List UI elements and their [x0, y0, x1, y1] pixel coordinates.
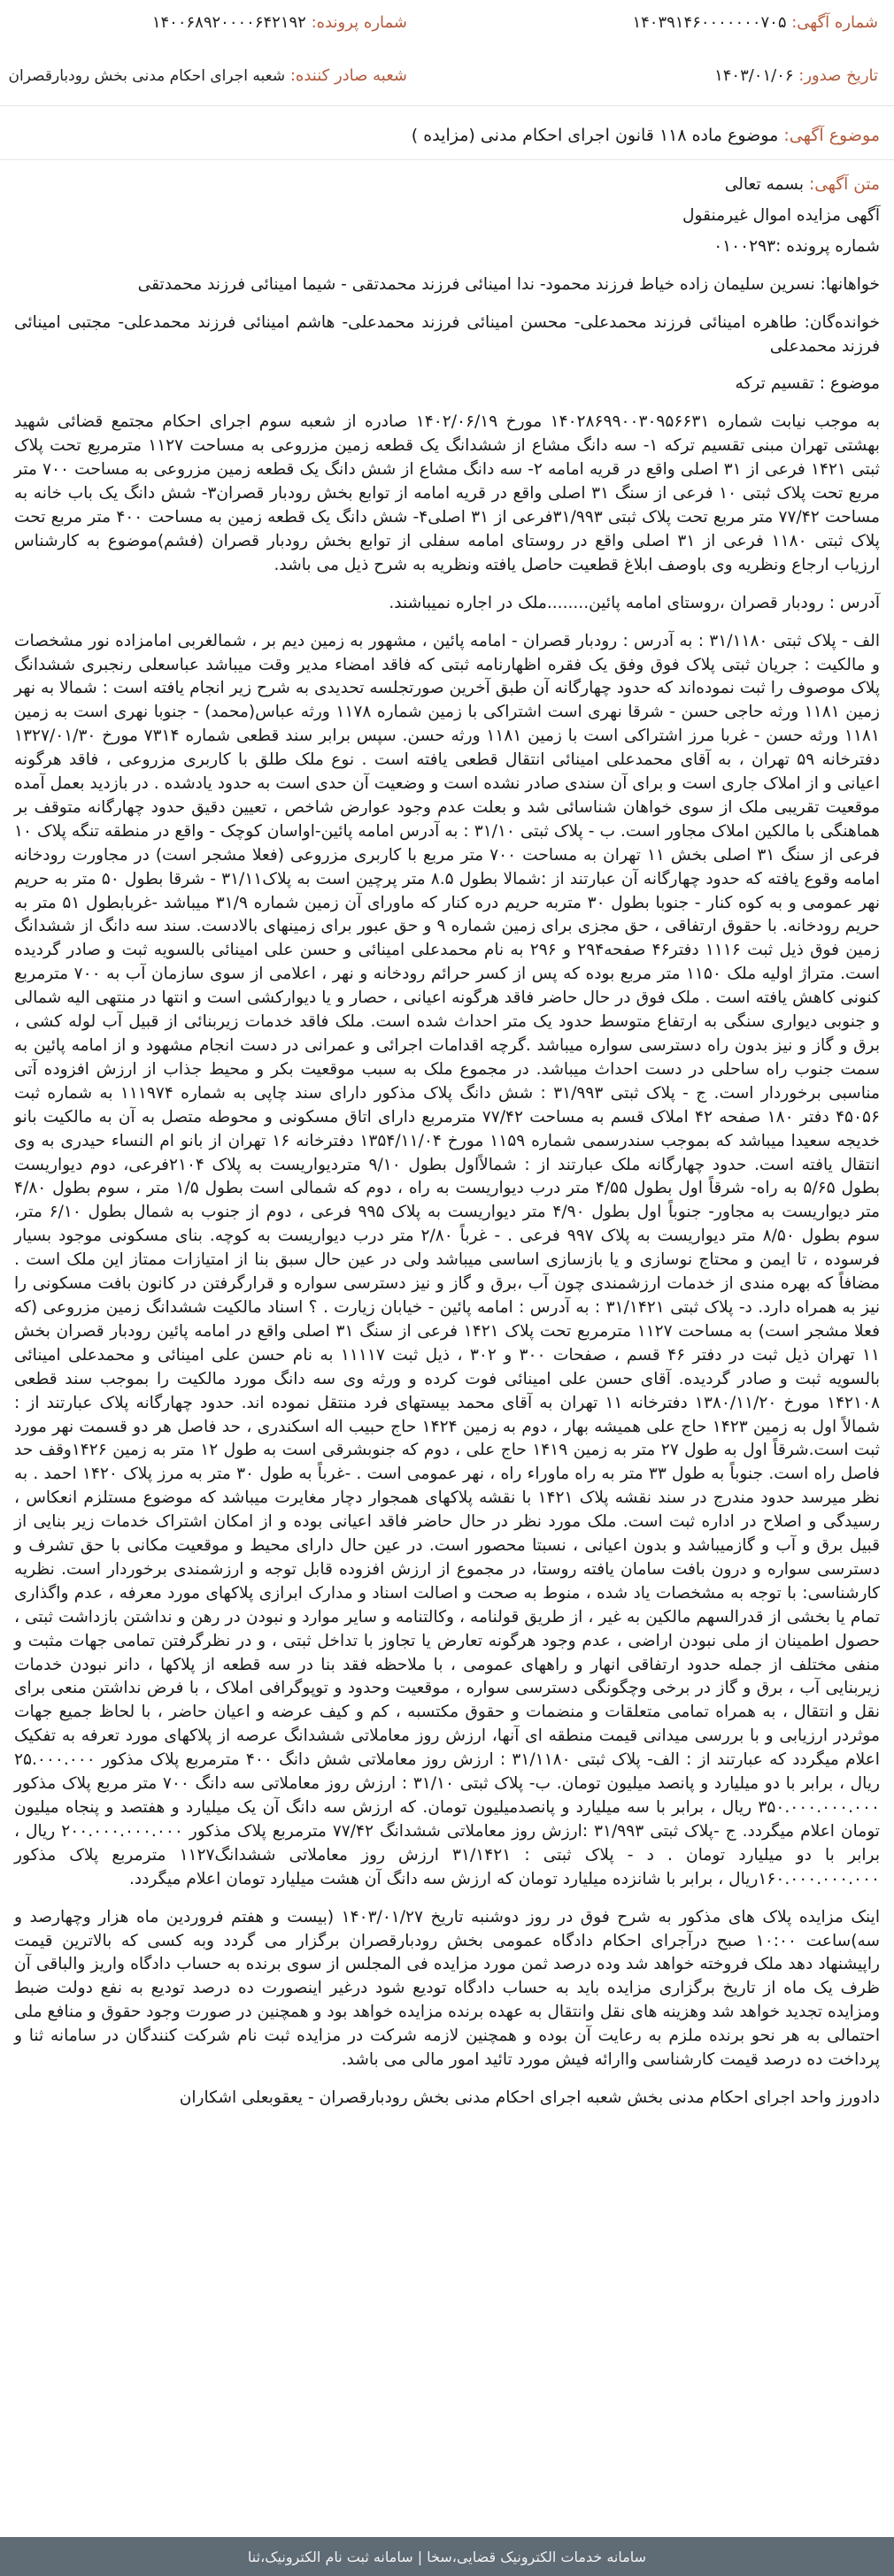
paragraph-referral: به موجب نیابت شماره ۱۴۰۲۸۶۹۹۰۰۳۰۹۵۶۶۳۱ مورخ ۱۴۰۲/۰۶/۱۹ صادره از شعبه سوم اجرای احکام مجتمع قضائی شهید بهشتی تهران مبنی تقسیم ترکه ۱- سه دانگ مشاع از ششدانگ یک قطعه زمین مزروعی به مساحت ۱۱۲۷ مترمربع تحت پلاک ثبتی ۱۴۲۱ فرعی از ۳۱ اصلی واقع در قریه امامه ۲- سه دانگ مشاع از شش دانگ یک قطعه زمین مزروعی به مساحت ۷۰۰ متر مربع تحت پلاک ثبتی ۱۰ فرعی از سنگ ۳۱ اصلی واقع در قریه امامه از توابع بخش رودبار قصران۳- شش دانگ یک باب خانه به مساحت ۷۷/۴۲ متر مربع تحت پلاک ثبتی ۳۱/۹۹۳فرعی از ۳۱ اصلی۴- شش دانگ یک قطعه زمین به مساحت ۴۰۰ متر مربع تحت پلاک ثبتی ۱۱۸۰ فرعی از ۳۱ اصلی واقع در روستای امامه سفلی از توابع بخش رودبار قصران (فشم)موضوع به کارشناس ارزیاب ارجاع ونظریه وی باوصف ابلاغ قطعیت حاصل یافته ونظریه به شرح ذیل می باشد. — [14, 412, 881, 574]
notice-title: آگهی مزایده اموال غیرمنقول — [682, 205, 880, 225]
notice-subject — [14, 126, 880, 145]
subject-label: موضوع آگهی: — [783, 126, 880, 145]
notice-meta-header — [0, 0, 894, 106]
ad-number-row — [632, 12, 878, 34]
text-label: متن آگهی: — [809, 175, 880, 194]
issue-date-row — [714, 65, 878, 87]
notice-body — [14, 173, 880, 2125]
ad-number-value: ۱۴۰۳۹۱۴۶۰۰۰۰۰۰۰۷۰۵ — [632, 13, 787, 32]
paragraph-appraisal: الف - پلاک ثبتی ۳۱/۱۱۸۰ : به آدرس : رودبار قصران - امامه پائین ، مشهور به زمین دیم بر ، شمالغربی امامزاده نور مشخصات و مالکیت : جریان ثبتی پلاک فوق وفق یک فقره اظهارنامه ثبتی که فاقد امضاء مدیر وقت میباشد عباسعلی رنجبری ششدانگ پلاک موصوف را ثبت نموده‌اند که حدود چهارگانه آن طبق آخرین صورتجلسه تحدیدی به شرح زیر انجام یافته است : شمالا به نهر زمین ۱۱۸۱ ورثه حاجی حسن - شرقا نهری است اشتراکی با زمین شماره ۱۱۷۸ ورثه عباس(محمد) - جنوبا نهری است به زمین ۱۱۸۱ ورثه حسن - غربا مرز اشتراکی است با زمین ۱۱۸۱ ورثه حسن. سپس برابر سند قطعی شماره ۷۳۱۴ مورخ ۱۳۲۷/۰۱/۳۰ دفترخانه ۵۹ تهران ، به آقای محمدعلی امینائی انتقال قطعی یافته است . نوع ملک طلق با کاربری مزروعی ، فاقد هرگونه اعیانی و از املاک جاری است و برای آن سندی صادر نشده است و وضعیت آن حدی است به حدود یادشده . در بازدید بعمل آمده موقعیت تقریبی ملک از سوی خواهان شناسائی شد و بعلت عدم وجود عوارض شاخص ، تعیین دقیق حدود چهارگانه متوقف بر هماهنگی با مالکین املاک مجاور است. ب - پلاک ثبتی ۳۱/۱۰ : به آدرس امامه پائین-اواسان کوچک - واقع در منطقه تنگه پلاک ۱۰ فرعی از سنگ ۳۱ اصلی بخش ۱۱ تهران به مساحت ۷۰۰ متر مربع با کاربری مزروعی (فعلا مشجر است) در مجاورت رودخانه امامه وقوع یافته که حدود چهارگانه آن عبارتند از :شمالا بطول ۸.۵ متر پرچین است به پلاک۳۱/۱۱ - شرقا بطول ۵۰ متر به حریم نهر عمومی و به کوه کنار - جنوبا بطول ۳۰ متربه حریم دره کنار که ماورای آن زمین شماره ۳۱/۹ میباشد -غربابطول ۵۱ متر به حریم رودخانه. با حقوق ارتفاقی ، حق مجزی برای زمین شماره ۹ و حق عبور برای زمینهای بالادست. سند سه دانگ از ششدانگ زمین فوق ذیل ثبت ۱۱۱۶ دفتر۴۶ صفحه۲۹۴ و ۲۹۶ به نام محمدعلی امینائی و حسن علی امینائی بالسویه ثبت و صادر گردیده است. متراژ اولیه ملک ۱۱۵۰ متر مربع بوده که پس از کسر حرائم رودخانه و نهر ، اعلامی از سوی سازمان آب به ۷۰۰ مترمربع کنونی کاهش یافته است . ملک فوق در حال حاضر فاقد هرگونه اعیانی ، حصار و یا دیوارکشی است و انتها در منتهی الیه شمالی و جنوبی دیواری سنگی به ارتفاع متوسط حدود یک متر احداث شده است. ملک فاقد خدمات زیربنائی از قبیل آب لوله کشی ، برق و گاز و نیز بدون راه دسترسی سواره میباشد .گرچه اقدامات اجرائی و عمرانی در دست انجام مشهود و از امامه پائین به سمت جنوب راه ساحلی در دست احداث میباشد. در مجموع ملک به سبب موقعیت بکر و محیط جذاب از ارزش افزوده آتی مناسبی برخوردار است. ج - پلاک ثبتی ۳۱/۹۹۳ : شش دانگ پلاک مذکور دارای سند چاپی به شماره ۱۱۱۹۷۴ به شماره ثبت ۴۵۰۵۶ دفتر ۱۸۰ صفحه ۴۲ املاک قسم به مساحت ۷۷/۴۲ مترمربع دارای اتاق مسکونی و محوطه متصل به آن به مالکیت بانو خدیجه سعیدا میباشد که بموجب سندرسمی شماره ۱۱۵۹ مورخ ۱۳۵۴/۱۱/۰۴ دفترخانه ۱۶ تهران از بانو ام النساء حیدری به وی انتقال یافته است. حدود چهارگانه ملک عبارتند از : شمالاًاول بطول ۹/۱۰ متردیواریست به پلاک ۲۱۰۴فرعی، دوم دیواریست بطول ۵/۶۵ به راه- شرقاً اول بطول ۴/۵۵ متر درب دیواریست به راه ، دوم که شمالی است بطول ۱/۵ متر ، سوم بطول ۴/۸۰ متر دیواریست به مجاور- جنوباً اول بطول ۴/۹۰ متر دیواریست به پلاک ۹۹۵ فرعی ، دوم از جنوب به شمال بطول ۶/۱۰ متر، سوم بطول ۸/۵۰ متر دیواریست به پلاک ۹۹۷ فرعی . - غرباً ۲/۸۰ متر درب دیواریست به کوچه. بنای مسکونی موجود بسیار فرسوده ، تا ایمن و محتاج نوسازی و یا بازسازی اساسی میباشد ولی در عین حال سبق بنا از امتیازات ممتاز این ملک است . مضافاً که بهره مندی از خدمات ارزشمندی چون آب ،برق و گاز و نیز دسترسی سواره و قرارگرفتن در کانون بافت مسکونی را نیز به همراه دارد. د- پلاک ثبتی ۳۱/۱۴۲۱ : به آدرس : امامه پائین - خیابان زیارت . ؟ اسناد مالکیت ششدانگ زمین مزروعی (که فعلا مشجر است) به مساحت ۱۱۲۷ مترمربع تحت پلاک ۱۴۲۱ فرعی از سنگ ۳۱ اصلی واقع در امامه پائین رودبار قصران بخش ۱۱ تهران ذیل ثبت در دفتر ۴۶ قسم ، صفحات ۳۰۰ و ۳۰۲ ، ذیل ثبت ۱۱۱۱۷ به نام حسن علی امینائی و محمدعلی امینائی بالسویه ثبت و صادر گردیده. آقای حسن علی امینائی فوت کرده و ورثه وی سه دانگ مورد مالکیت را بموجب سند قطعی ۱۴۲۱۰۸ مورخ ۱۳۸۰/۱۱/۲۰ دفترخانه ۱۱ تهران به آقای محمد بیستهای فرد منتقل نموده اند. حدود چهارگانه پلاک عبارتند از : شمالاً اول به زمین ۱۴۲۳ حاج علی همیشه بهار ، دوم به زمین ۱۴۲۴ حاج حبیب اله اسکندری ، حد فاصل هر دو قسمت نهر مورد ثبت است.شرقاً اول به طول ۲۷ متر به زمین ۱۴۱۹ حاج علی ، دوم که جنوبشرقی است به طول ۱۲ متر به زمین ۱۴۲۶وقف حد فاصل راه است. جنوباً به طول ۳۳ متر به راه ماوراء راه ، نهر عمومی است . -غرباً به طول ۳۰ متر به مرز پلاک ۱۴۲۰ احمد . به نظر میرسد حدود مندرج در سند نقشه پلاک ۱۴۲۱ با نقشه پلاکهای همجوار دچار مغایرت میباشد که موضوع مستلزم انعکاس ، رسیدگی و اصلاح در اداره ثبت است. ملک مورد نظر در حال حاضر فاقد اعیانی بوده و از امکان اشتراک خدمات زیر بنایی از قبیل برق و آب و گازمیباشد و بدون اعیانی ، نسبتا محصور است. در عین حال دارای محیط و موقعیت مکانی با حق تشرف و دسترسی سواره و درون بافت سامان یافته روستا، در مجموع از ارزش افزوده قابل توجه و ارزشمندی برخوردار است. نظریه کارشناسی: با توجه به مشخصات یاد شده ، منوط به صحت و اصالت اسناد و مدارک ابرازی پلاکهای مورد معرفه ، عدم واگذاری تمام یا بخشی از قدرالسهم مالکین به غیر ، از طریق قولنامه ، وکالتنامه و سایر موارد و نبودن در رهن و نداشتن بازداشت ثبتی ، حصول اطمینان از ملی نبودن اراضی ، عدم وجود هرگونه تعارض یا تجاوز با تداخل ثبتی ، و در نظرگرفتن تمامی جهات مثبت و منفی مختلف از جمله حدود ارتفاقی انهار و راههای عمومی ، با ملاحظه فقد بنا در سه قطعه از پلاکها ، دانر نبودن خدمات زیربنایی آب ، برق و گاز در برخی وچگونگی دسترسی سواره ، موقعیت وحدود و توپوگرافی املاک ، با فرض نداشتن منعی برای نقل و انتقال ، به همراه تمامی متعلقات و منضمات و حقوق مکتسبه ، کم و کیف عرضه و اعیان حاضر ، با لحاظ جمیع جهات موثردر ارزیابی و با بررسی میدانی قیمت منطقه ای آنها، ارزش روز معاملاتی ششدانگ عرصه از پلاکهای مورد تعرفه به تفکیک اعلام میگردد که عبارتند از : الف- پلاک ثبتی ۳۱/۱۱۸۰ : ارزش روز معاملاتی شش دانگ ۴۰۰ مترمربع پلاک مذکور ۲۵.۰۰۰.۰۰۰ ریال ، برابر با دو میلیارد و پانصد میلیون تومان. ب- پلاک ثبتی ۳۱/۱۰ : ارزش روز معاملاتی سه دانگ ۷۰۰ متر مربع پلاک مذکور ۳۵۰.۰۰۰.۰۰۰.۰۰۰ ریال ، برابر با سه میلیارد و پانصدمیلیون تومان. که ارزش سه دانگ آن یک میلیارد و هفتصد و پنجاه میلیون تومان اعلام میگردد. ج -پلاک ثبتی ۳۱/۹۹۳ :ارزش روز معاملاتی ششدانگ ۷۷/۴۲ مترمربع پلاک مذکور ۲۰۰.۰۰۰.۰۰۰.۰۰۰ ریال ، برابر با دو میلیارد تومان . د - پلاک ثبتی : ۳۱/۱۴۲۱ ارزش روز معاملاتی ششدانگ۱۱۲۷ مترمربع پلاک مذکور ۱۶۰.۰۰۰.۰۰۰.۰۰۰ریال ، برابر با شانزده میلیارد تومان که ارزش سه دانگ آن هشت میلیارد تومان اعلام میگردد. — [14, 631, 881, 1888]
subject-value: موضوع ماده ۱۱۸ قانون اجرای احکام مدنی (مزایده ) — [411, 126, 779, 145]
defendants: خوانده‌گان: طاهره امینائی فرزند محمدعلی- محسن امینائی فرزند محمدعلی- هاشم امینائی فرزند محمدعلی- مجتبی امینائی فرزند محمدعلی — [14, 312, 880, 356]
ad-number-label: شماره آگهی: — [791, 13, 878, 32]
plaintiffs: خواهانها: نسرین سلیمان زاده خیاط فرزند محمود- ندا امینائی فرزند محمدتقی - شیما امینائی فرزند محمدتقی — [137, 274, 880, 294]
topic: موضوع : تقسیم ترکه — [735, 374, 880, 394]
address: آدرس : رودبار قصران ،روستای امامه پائین........ملک در اجاره نمیباشند. — [389, 593, 880, 612]
footer-text: سامانه خدمات الکترونیک قضایی،سخا | سامانه ثبت نام الکترونیک،ثنا — [247, 2548, 647, 2565]
case-number-label: شماره پرونده: — [311, 13, 407, 32]
case-number-row — [152, 12, 407, 34]
signature: دادورز واحد اجرای احکام مدنی بخش شعبه اجرای احکام مدنی بخش رودبارقصران - یعقوبعلی اشکاران — [179, 2088, 880, 2107]
case-line: شماره پرونده :۰۱۰۰۲۹۳ — [713, 236, 880, 256]
issue-date-label: تاریخ صدور: — [798, 66, 878, 85]
issuer-value: شعبه اجرای احکام مدنی بخش رودبارقصران — [8, 67, 286, 85]
issuer-row — [9, 65, 407, 87]
paragraph-auction-terms: اینک مزایده پلاک های مذکور به شرح فوق در روز دوشنبه تاریخ ۱۴۰۳/۰۱/۲۷ (بیست و هفتم فروردین ماه هزار وچهارصد و سه)ساعت ۱۰:۰۰ صبح درآجرای احکام دادگاه عمومی بخش رودبارقصران برگزار می گردد وبه کسی که بالاترین قیمت راپیشنهاد دهد ملک فروخته خواهد شد وده درصد ثمن مورد مزایده فی المجلس از سوی برنده به حساب دادگاه واریز والباقی آن ظرف یک ماه از تاریخ برگزاری مزایده باید به حساب دادگاه تودیع شود درغیر اینصورت ده درصد تودیع به نفع دولت ضبط ومزایده تجدید خواهد شد وهزینه های نقل وانتقال به عهده برنده مزایده خواهد بود و همچنین در صورت وجود حقوق و منافع ملی احتمالی به هر نحو برنده ملزم به رعایت آن بوده و همچنین لازمه شرکت در مزایده ثبت نام شرکت کنندگان در سامانه ثنا و پرداخت ده درصد قیمت کارشناسی واارائه فیش مورد تائید امور مالی می باشد. — [14, 1907, 881, 2070]
issuer-label: شعبه صادر کننده: — [289, 66, 407, 85]
footer-bar — [0, 2537, 894, 2576]
bismillah: بسمه تعالی — [724, 175, 805, 194]
divider — [0, 159, 894, 160]
issue-date-value: ۱۴۰۳/۰۱/۰۶ — [714, 66, 794, 85]
case-number-value: ۱۴۰۰۶۸۹۲۰۰۰۰۶۴۲۱۹۲ — [151, 13, 306, 32]
